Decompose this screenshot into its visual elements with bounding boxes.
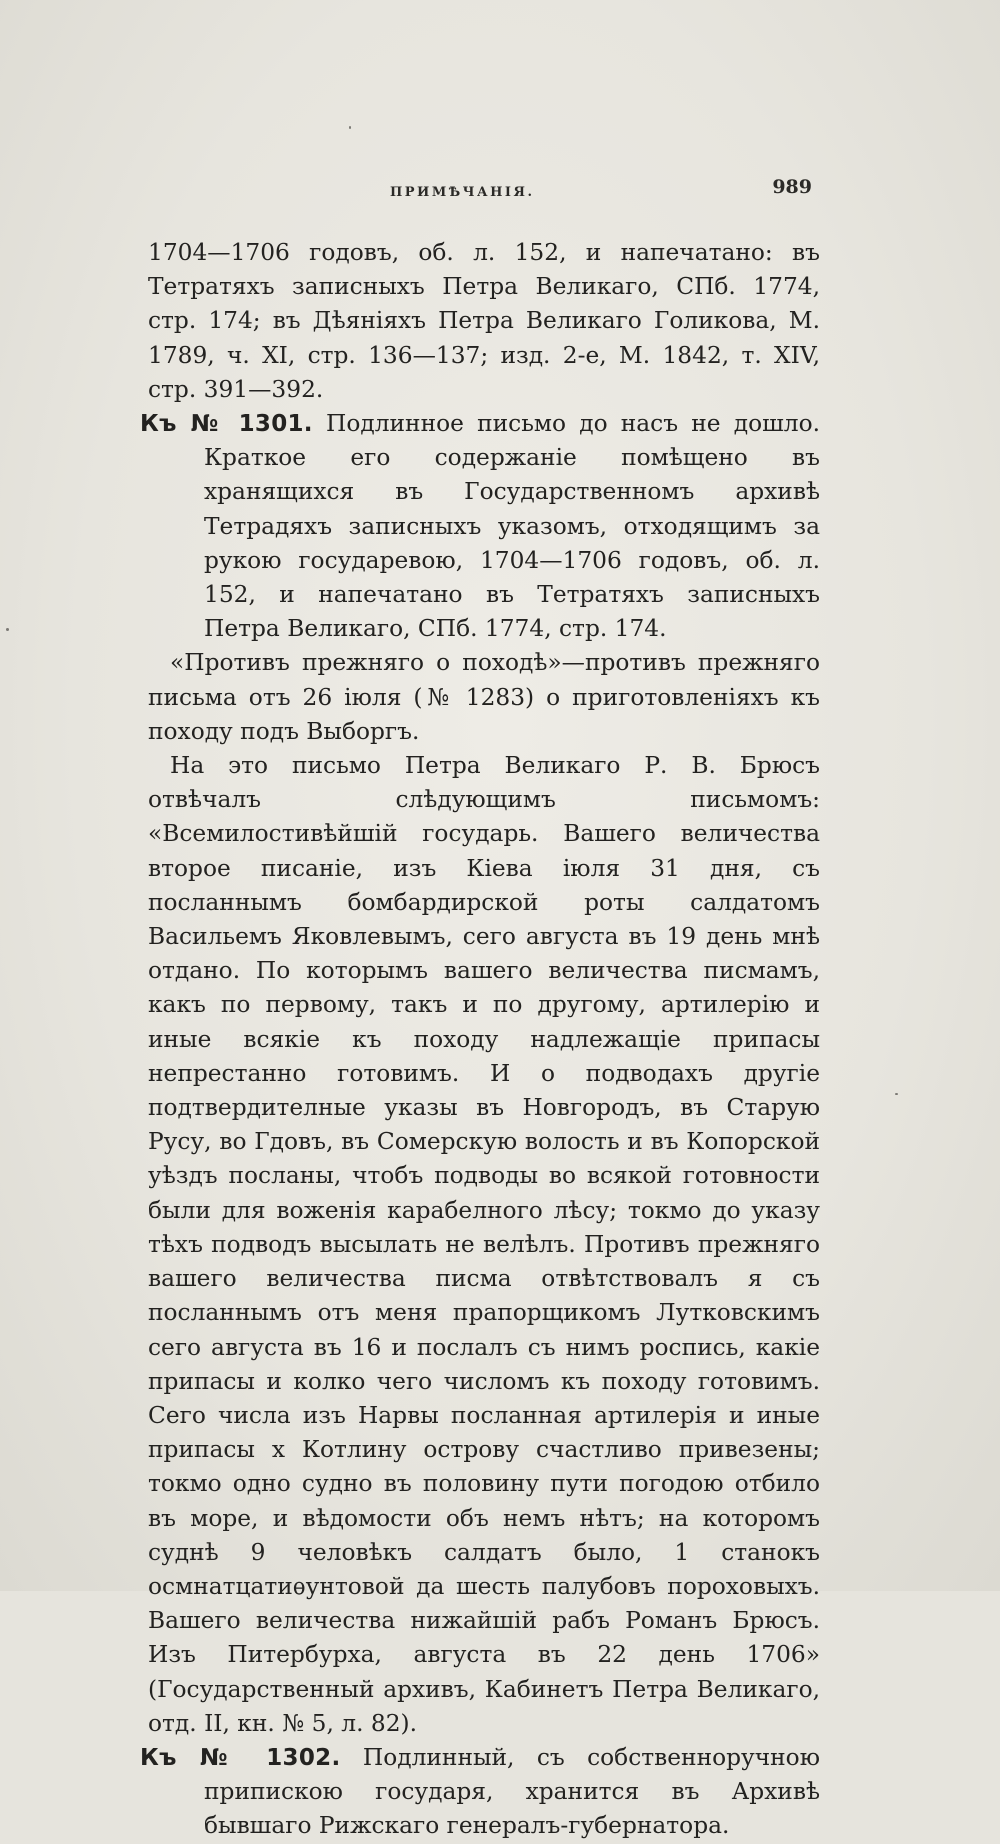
page-number: 989 xyxy=(772,176,812,198)
note-1302 xyxy=(140,1741,820,1844)
page-body xyxy=(140,148,820,1844)
note-label-1301: Къ № 1301. xyxy=(140,411,313,438)
running-head xyxy=(140,148,820,236)
paragraph-text: На это письмо Петра Великаго Р. В. Брюсъ отвѣчалъ слѣдующимъ письмомъ: «Всемилостивѣйшій государь. Вашего величества второе писаніе, изъ Кіева іюля 31 дня, съ посланнымъ бомбардирской роты салдатомъ Васильемъ Яковлевымъ, сего августа въ 19 день мнѣ отдано. По которымъ вашего величества писмамъ, какъ по первому, такъ и по другому, артилерію и иные всякіе къ походу надлежащіе припасы непрестанно готовимъ. И о подводахъ другіе подтвердителные указы въ Новгородъ, въ Старую Русу, во Гдовъ, въ Сомерскую волость и въ Копорской уѣздъ посланы, чтобъ подводы во всякой готовности были для воженія карабелного лѣсу; токмо до указу тѣхъ подводъ высылать не велѣлъ. Противъ прежняго вашего величества писма отвѣтствовалъ я съ посланнымъ отъ меня прапорщикомъ Лутковскимъ сего августа въ 16 и послалъ съ нимъ роспись, какіе припасы и колко чего числомъ къ походу готовимъ. Сего числа изъ Нарвы посланная артилерія и иные припасы х Котлину острову счастливо привезены; токмо одно судно въ половину пути погодою отбило въ море, и вѣдомости объ немъ нѣтъ; на которомъ суднѣ 9 человѣкъ салдатъ было, 1 станокъ осмнатцатиѳунтовой да шесть палубовъ пороховыхъ. Вашего величества нижайшій рабъ Романъ Брюсъ. Изъ Питербурха, августа въ 22 день 1706» (Государственный архивъ, Кабинетъ Петра Великаго, отд. II, кн. № 5, л. 82). xyxy=(148,752,820,1737)
note-1301 xyxy=(140,407,820,646)
paragraph-bruce-reply xyxy=(140,749,820,1741)
note-label-1302: Къ № 1302. xyxy=(140,1744,341,1771)
page-speck xyxy=(6,628,9,631)
paragraph-quote-context xyxy=(140,646,820,749)
paragraph-text: 1704—1706 годовъ, об. л. 152, и напечатано: въ Тетратяхъ записныхъ Петра Великаго, СПб. 1774, стр. 174; въ Дѣяніяхъ Петра Великаго Голикова, М. 1789, ч. XI, стр. 136—137; изд. 2-е, М. 1842, т. XIV, стр. 391—392. xyxy=(148,239,820,403)
page-speck xyxy=(349,126,351,129)
note-text-1302: Подлинный, съ собственноручною припискою государя, хранится въ Архивѣ бывшаго Рижскаго генералъ-губернатора. xyxy=(204,1743,820,1840)
note-text-1301: Подлинное письмо до насъ не дошло. Краткое его содержаніе помѣщено въ хранящихся въ Государственномъ архивѣ Тетрадяхъ записныхъ указомъ, отходящимъ за рукою государевою, 1704—1706 годовъ, об. л. 152, и напечатано въ Тетратяхъ записныхъ Петра Великаго, СПб. 1774, стр. 174. xyxy=(204,410,820,643)
paragraph-text: «Противъ прежняго о походѣ»—противъ прежняго письма отъ 26 іюля (№ 1283) о приготовленіяхъ къ походу подъ Выборгъ. xyxy=(148,649,820,745)
page-speck xyxy=(895,1093,898,1095)
running-title: ПРИМѢЧАНІЯ. xyxy=(390,185,535,200)
paragraph-continuation xyxy=(140,236,820,407)
